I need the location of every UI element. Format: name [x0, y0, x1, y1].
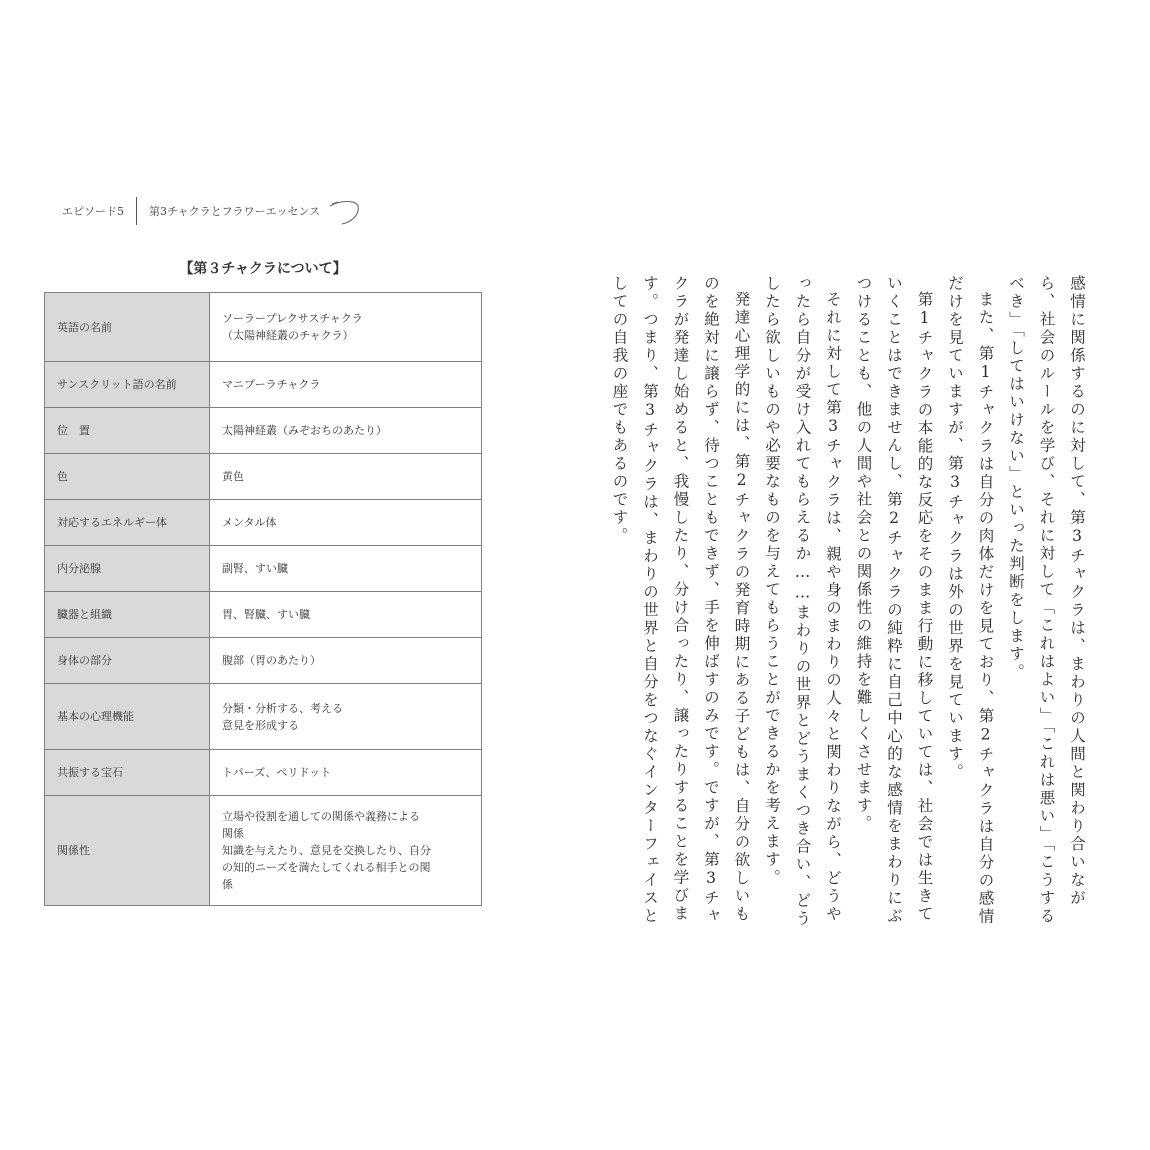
- episode-label: エピソード5: [62, 205, 124, 218]
- row-value-line: 意見を形成する: [222, 718, 299, 732]
- body-paragraph: それに対して第3チャクラは、親や身のまわりの人々と関わりながら、どうやったら自分が受け入れてもらえるか……まわりの世界とどうまくつき合い、どうしたら欲しいものや必要なものを与えてもらうことができるかを考えます。: [763, 275, 842, 928]
- body-paragraph: 発達心理学的には、第2チャクラの発育時期にある子どもは、自分の欲しいものを絶対に譲らず、待つこともできず、手を伸ばすのみです。ですが、第3チャクラが発達し始めると、我慢したり、分け合ったり、譲ったりすることを学びます。つまり、第3チャクラは、まわりの世界と自分をつなぐインターフェイスとしての自我の座でもあるのです。: [610, 275, 751, 926]
- table-title: 【第３チャクラについて】: [179, 261, 347, 277]
- chakra-table: [44, 292, 482, 906]
- table-row: [45, 500, 482, 546]
- table-row: [45, 546, 482, 592]
- row-value-line: 分類・分析する、考える: [222, 701, 343, 715]
- table-row: [45, 408, 482, 454]
- row-value-line: 関係: [222, 827, 244, 840]
- row-value-line: トパーズ、ペリドット: [222, 766, 332, 779]
- row-label: 英語の名前: [45, 293, 210, 362]
- row-value: [210, 293, 482, 362]
- row-value-line: 係: [222, 878, 233, 891]
- row-label: 共振する宝石: [45, 750, 210, 796]
- row-value-line: マニプーラチャクラ: [222, 378, 321, 391]
- table-row: [45, 454, 482, 500]
- row-value: [210, 362, 482, 408]
- row-value-line: 黄色: [222, 470, 244, 483]
- row-value-line: の知的ニーズを満たしてくれる相手との関: [222, 861, 431, 874]
- table-row: [45, 638, 482, 684]
- vertical-body-text: [604, 275, 1092, 935]
- row-label: サンスクリット語の名前: [45, 362, 210, 408]
- row-value: [210, 638, 482, 684]
- table-row: [45, 796, 482, 906]
- table-row: [45, 362, 482, 408]
- row-value-line: 知識を与えたり、意見を交換したり、自分: [222, 844, 431, 857]
- table-row: [45, 684, 482, 750]
- row-value-line: 副腎、すい臓: [222, 562, 288, 575]
- row-label: 対応するエネルギー体: [45, 500, 210, 546]
- row-label: 身体の部分: [45, 638, 210, 684]
- row-value: [210, 454, 482, 500]
- row-value: [210, 750, 482, 796]
- row-value-line: 胃、腎臓、すい臓: [222, 608, 310, 621]
- row-label: 内分泌腺: [45, 546, 210, 592]
- body-paragraph: 第1チャクラの本能的な反応をそのまま行動に移していては、社会では生きていくことはできませんし、第2チャクラの純粋に自己中心的な感情をまわりにぶつけることも、他の人間や社会との関係性の維持を難しくさせます。: [854, 275, 934, 926]
- row-value: [210, 408, 482, 454]
- row-value-line: （太陽神経叢のチャクラ）: [222, 329, 354, 342]
- row-label: 臓器と組織: [45, 592, 210, 638]
- chapter-title: 第3チャクラとフラワーエッセンス: [149, 205, 321, 218]
- running-header: [62, 196, 366, 226]
- row-value-line: 腹部（胃のあたり）: [222, 654, 321, 667]
- table-row: [45, 293, 482, 362]
- row-value: [210, 500, 482, 546]
- row-label: 色: [45, 454, 210, 500]
- row-value: [210, 684, 482, 750]
- row-value-line: ソーラープレクサスチャクラ: [222, 312, 363, 325]
- row-value-line: 立場や役割を通しての関係や義務による: [222, 810, 420, 823]
- row-label: 位 置: [45, 408, 210, 454]
- row-value-line: 太陽神経叢（みぞおちのあたり）: [222, 424, 387, 437]
- row-value: [210, 546, 482, 592]
- row-value: [210, 592, 482, 638]
- row-value-line: メンタル体: [222, 516, 277, 529]
- row-value: [210, 796, 482, 906]
- row-label: 基本の心理機能: [45, 684, 210, 750]
- header-divider: [136, 197, 137, 225]
- flourish-ornament-icon: [326, 196, 366, 226]
- body-paragraph: また、第1チャクラは自分の肉体だけを見ており、第2チャクラは自分の感情だけを見ていますが、第3チャクラは外の世界を見ています。: [946, 275, 995, 926]
- row-label: 関係性: [45, 796, 210, 906]
- table-row: [45, 592, 482, 638]
- body-paragraph: 感情に関係するのに対して、第3チャクラは、まわりの人間と関わり合いながら、社会のルールを学び、それに対して「これはよい」「これは悪い」「こうするべき」「してはいけない」といった判断をします。: [1007, 275, 1086, 926]
- table-row: [45, 750, 482, 796]
